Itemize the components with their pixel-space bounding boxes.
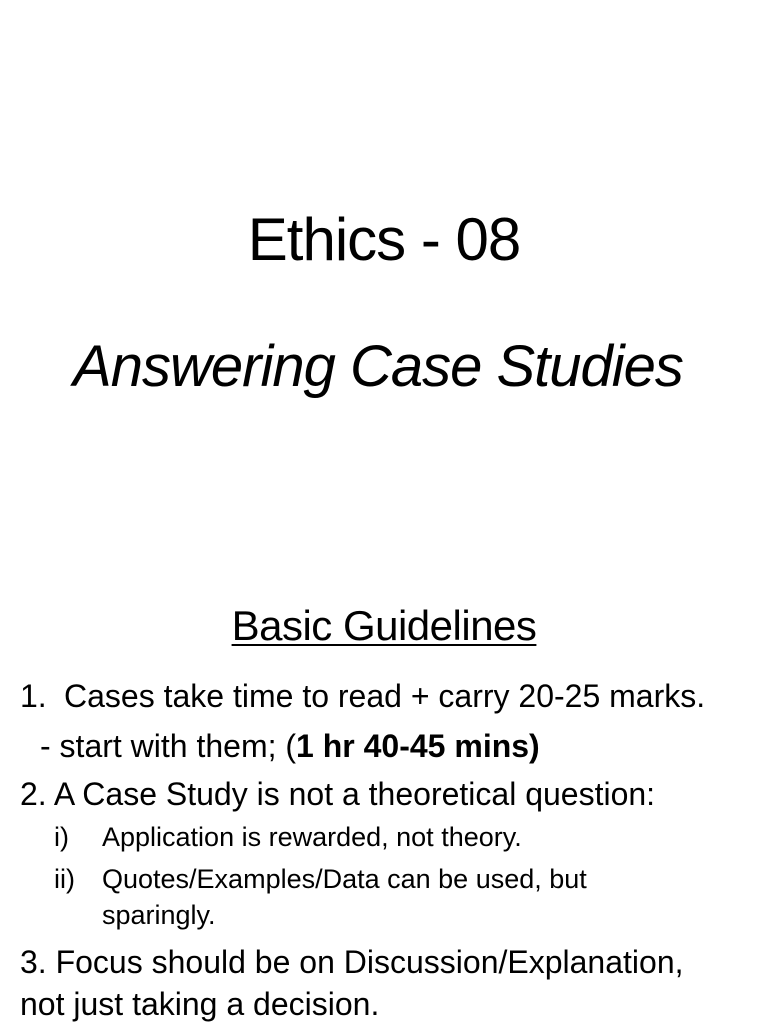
point-1-continuation	[40, 726, 540, 766]
point-3-line-1: 3. Focus should be on Discussion/Explanation,	[20, 944, 684, 980]
point-2-sub-1-marker: i)	[54, 822, 69, 852]
page-title: Ethics - 08	[247, 206, 521, 273]
point-1-continuation-prefix: - start with them; (	[40, 728, 297, 764]
point-1-text: Cases take time to read + carry 20-25 marks.	[64, 678, 706, 714]
point-2-text: 2. A Case Study is not a theoretical question:	[20, 776, 656, 812]
point-2-sub-2-text-cont: sparingly.	[102, 900, 216, 930]
point-2-sub-2-marker: ii)	[54, 864, 75, 894]
point-1-number: 1.	[20, 678, 47, 714]
page-subtitle: Answering Case Studies	[73, 334, 683, 399]
point-3-line-2: not just taking a decision.	[20, 986, 380, 1022]
section-heading: Basic Guidelines	[231, 602, 537, 649]
point-2-sub-2-text: Quotes/Examples/Data can be used, but	[102, 864, 587, 894]
point-1-time-emphasis: 1 hr 40-45 mins)	[296, 728, 540, 764]
point-2-sub-1-text: Application is rewarded, not theory.	[102, 822, 522, 852]
